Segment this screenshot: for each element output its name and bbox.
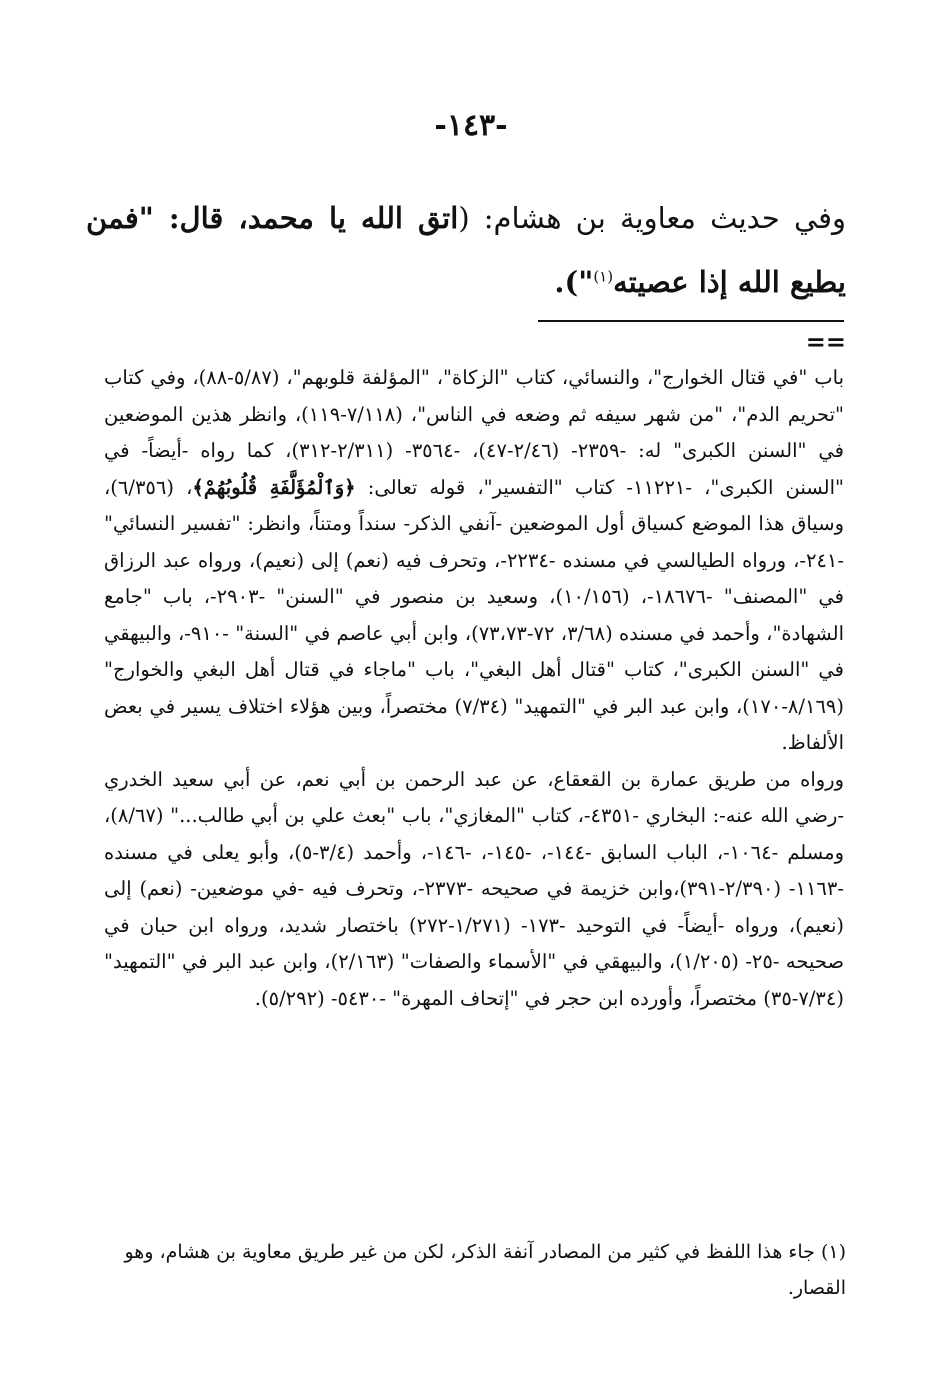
main-closing: "). — [554, 265, 594, 299]
notes-text-before-verse: باب "في قتال الخوارج"، والنسائي، كتاب "الزكاة"، "المؤلفة قلوبهم"، (٥/٨٧-٨٨)، وفي كتاب "تحريم الدم"، "من شهر سيفه ثم وضعه في الناس"، (٧/١١٨-١١٩)، وانظر هذين الموضعين في "السنن الكبرى" له: -٢٣٥٩- (٢/٤٦-٤٧)، -٣٥٦٤- (٢/٣١١-٣١٢)، كما رواه -أيضاً- في "السنن الكبرى"، -١١٢٢١- كتاب "التفسير"، قوله تعالى: — [104, 366, 844, 499]
page-number: -١٤٣- — [434, 108, 508, 143]
notes-paragraph-1 — [104, 360, 844, 762]
footnote-separator-line — [538, 320, 844, 322]
notes-text-after-verse: ، (٦/٣٥٦)، وسياق هذا الموضع كسياق أول الموضعين -آنفي الذكر- سنداً ومتناً، وانظر: "تفسير النسائي" -٢٤١-، ورواه الطيالسي في مسنده -٢٢٣٤-، وتحرف فيه (نعم) إلى (نعيم)، ورواه عبد الرزاق في "المصنف" -١٨٦٧٦-، (١٠/١٥٦)، وسعيد بن منصور في "السنن" -٢٩٠٣-، باب "جامع الشهادة"، وأحمد في مسنده (٣/٦٨، ٧٢-٧٣،٧٣)، وابن أبي عاصم في "السنة" -٩١٠-، والبيهقي في "السنن الكبرى"، كتاب "قتال أهل البغي"، باب "ماجاء في قتال أهل البغي والخوارج" (٨/١٦٩-١٧٠)، وابن عبد البر في "التمهيد" (٧/٣٤) مختصراً، وبين هؤلاء اختلاف يسير في بعض الألفاظ. — [104, 475, 845, 754]
main-intro: وفي حديث معاوية بن هشام: ( — [458, 201, 846, 235]
footnote-reference: (١) — [593, 267, 614, 286]
quran-verse: ﴿وَٱلْمُؤَلَّفَةِ قُلُوبُهُمْ﴾ — [192, 475, 356, 499]
notes-paragraph-2: ورواه من طريق عمارة بن القعقاع، عن عبد الرحمن بن أبي نعم، عن أبي سعيد الخدري -رضي الله عنه-: البخاري -٤٣٥١-، كتاب "المغازي"، باب "بعث علي بن أبي طالب..." (٨/٦٧)، ومسلم -١٠٦٤-، الباب السابق -١٤٤-، -١٤٥-، -١٤٦-، وأحمد (٣/٤-٥)، وأبو يعلى في مسنده -١١٦٣- (٢/٣٩٠-٣٩١)،وابن خزيمة في صحيحه -٢٣٧٣-، وتحرف فيه -في موضعين- (نعم) إلى (نعيم)، ورواه -أيضاً- في التوحيد -١٧٣- (١/٢٧١-٢٧٢) باختصار شديد، ورواه ابن حبان في صحيحه -٢٥- (١/٢٠٥)، والبيهقي في "الأسماء والصفات" (٢/١٦٣)، وابن عبد البر في "التمهيد" (٧/٣٤-٣٥) مختصراً، وأورده ابن حجر في "إتحاف المهرة" -٥٤٣٠- (٥/٢٩٢). — [104, 767, 845, 1010]
continuation-mark: == — [805, 327, 846, 356]
hadith-quote: اتق الله يا محمد، قال: "فمن يطيع الله إذا عصيته — [86, 201, 846, 299]
footnote-1: (١) جاء هذا اللفظ في كثير من المصادر آنفة الذكر، لكن من غير طريق معاوية بن هشام، وهو القصار. — [124, 1241, 846, 1299]
continued-notes — [104, 360, 844, 1017]
main-hadith-text — [86, 186, 846, 314]
